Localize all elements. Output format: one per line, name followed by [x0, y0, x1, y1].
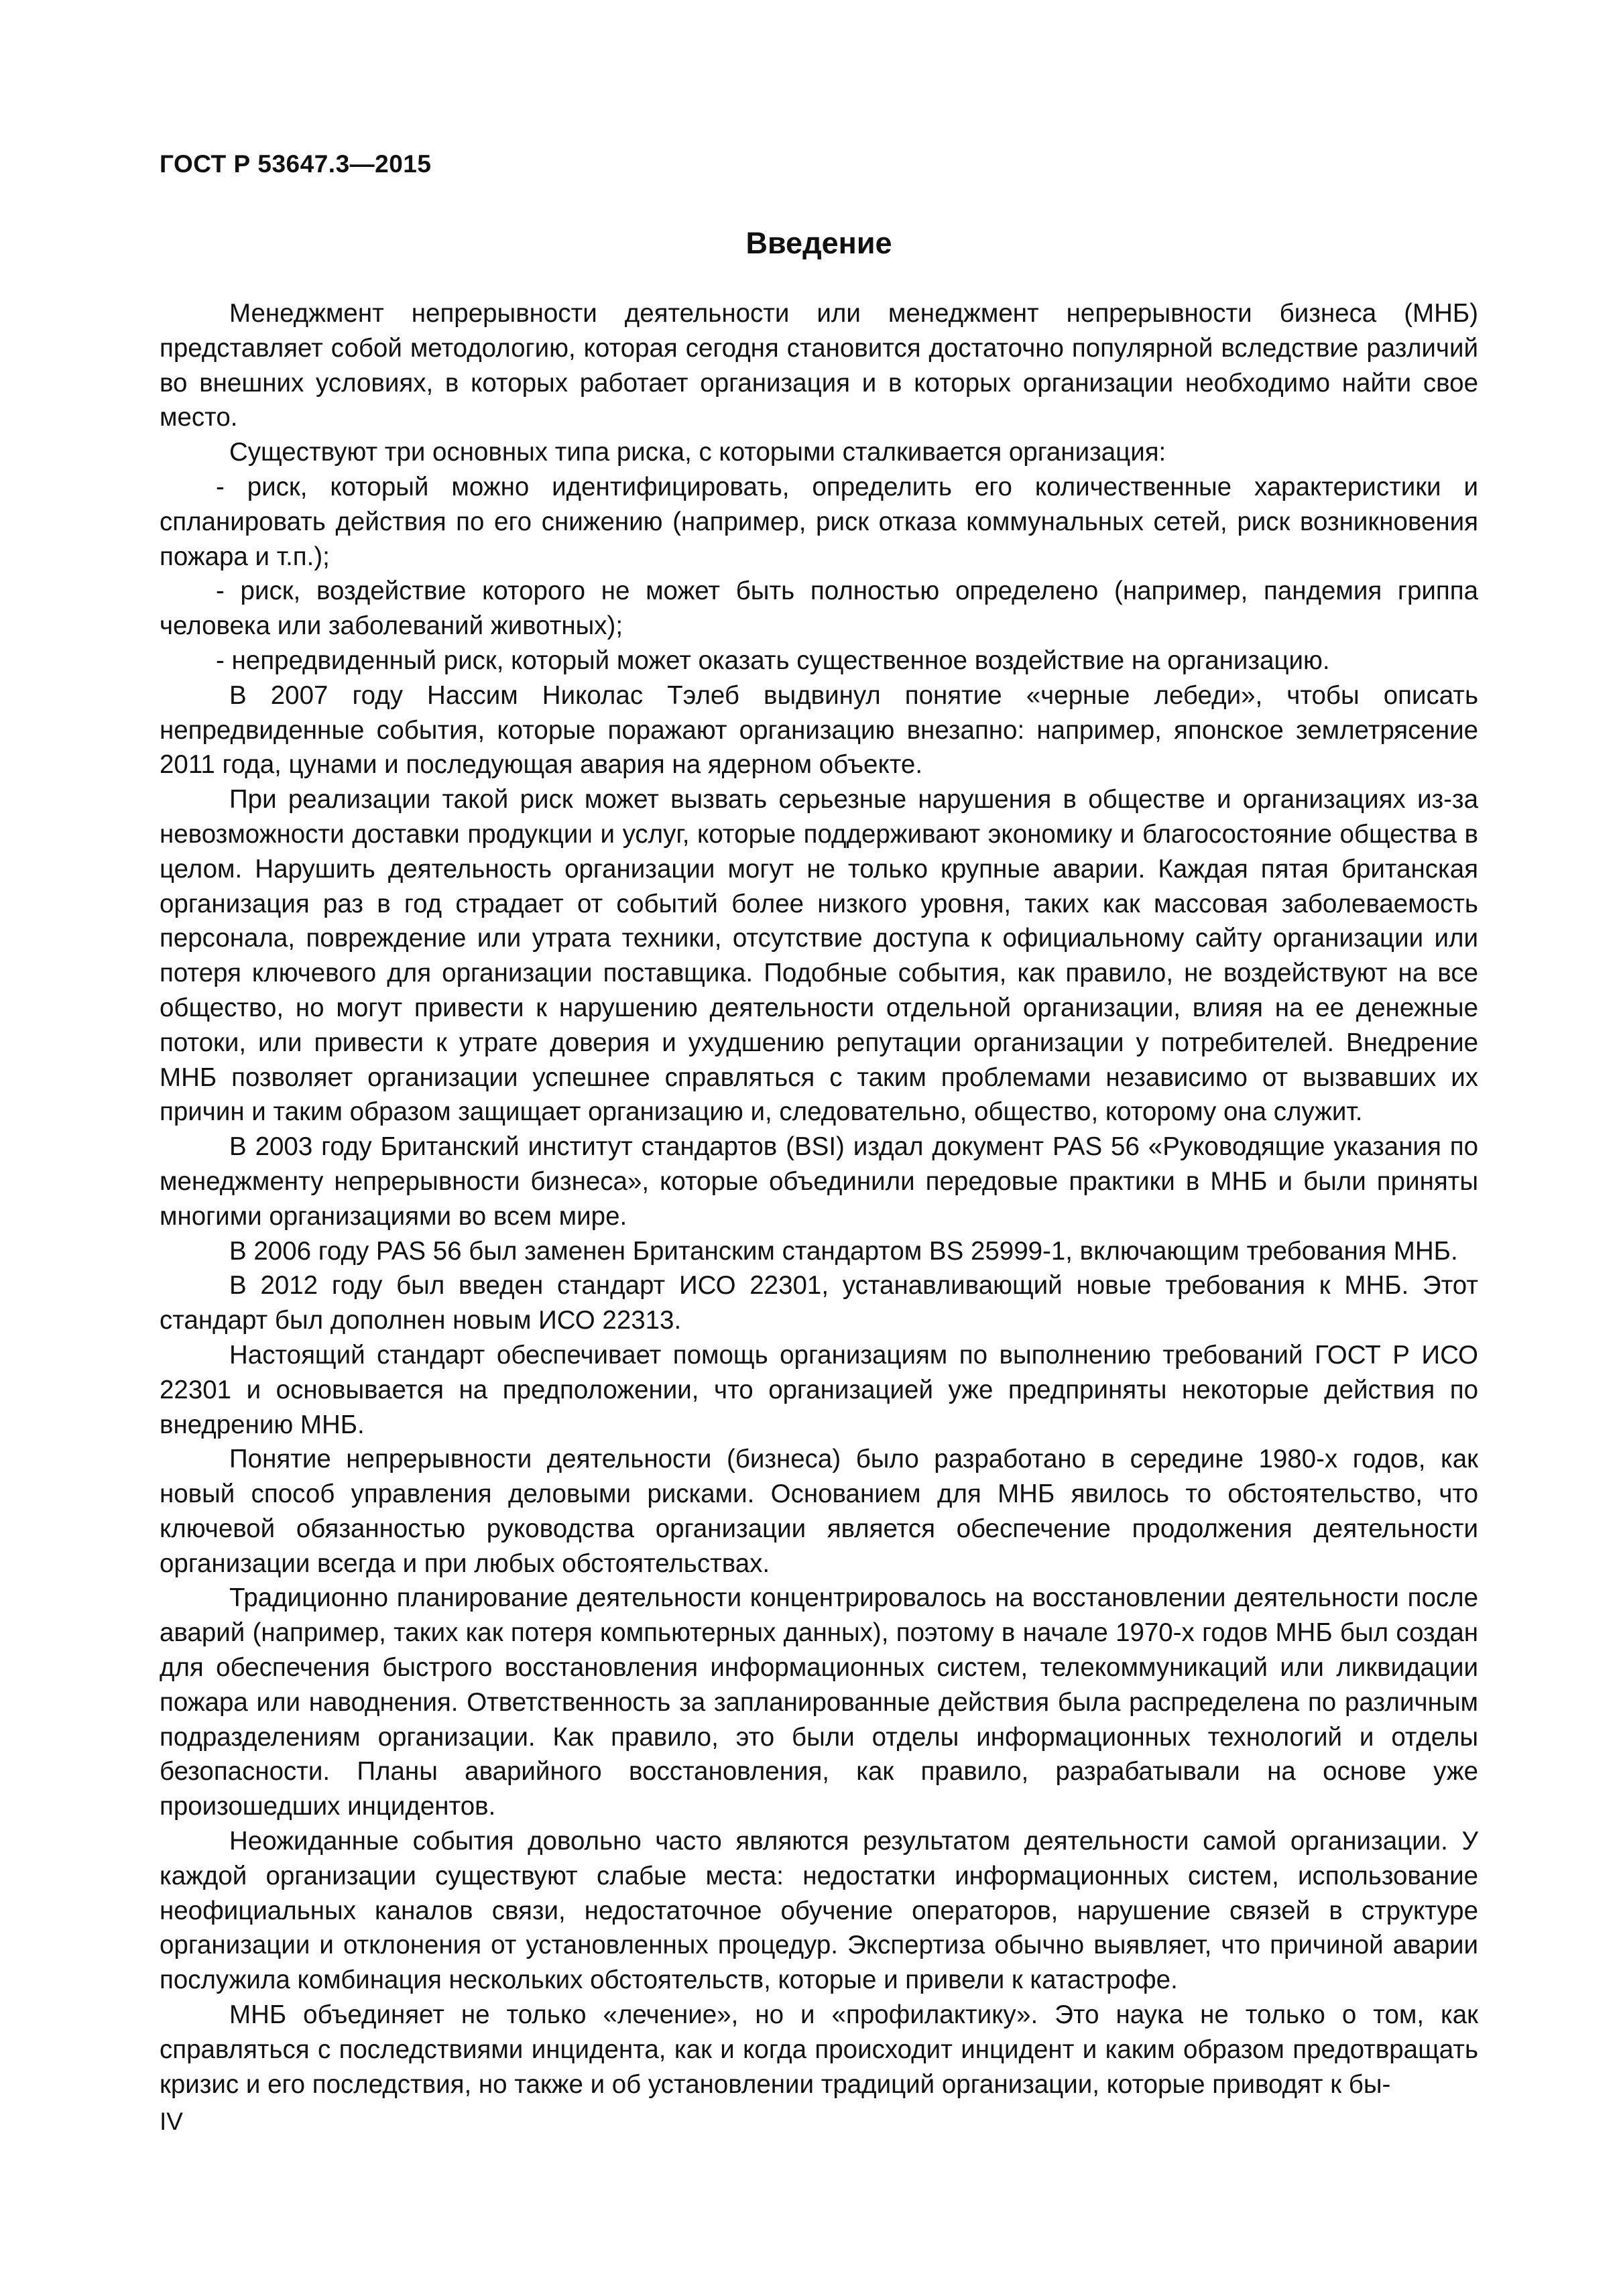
section-title: Введение — [745, 226, 892, 260]
paragraph: МНБ объединяет не только «лечение», но и «профилактику». Это наука не только о том, как справляться с последствиями инцидента, как и когда происходит инцидент и каким образом предотвращать кризис и его последствия, но также и об установлении традиций организации, которые приводят к бы- — [160, 2000, 1478, 2099]
paragraph: Неожиданные события довольно часто являются результатом деятельности самой организации. У каждой организации существуют слабые места: недостатки информационных систем, использование неофициальных каналов связи, недостаточное обучение операторов, нарушение связей в структуре организации и отклонения от установленных процедур. Экспертиза обычно выявляет, что причиной аварии послужила комбинация нескольких обстоятельств, которые и привели к катастрофе. — [160, 1827, 1478, 1995]
paragraph: Настоящий стандарт обеспечивает помощь организациям по выполнению требований ГОСТ Р ИСО 22301 и основывается на предположении, что организацией уже предприняты некоторые действия по внедрению МНБ. — [160, 1340, 1478, 1439]
paragraph: В 2007 году Нассим Николас Тэлеб выдвинул понятие «черные лебеди», чтобы описать непредвиденные события, которые поражают организацию внезапно: например, японское землетрясение 2011 года, цунами и последующая авария на ядерном объекте. — [160, 680, 1478, 780]
paragraph: Менеджмент непрерывности деятельности или менеджмент непрерывности бизнеса (МНБ) представляет собой методологию, которая сегодня становится достаточно популярной вследствие различий во внешних условиях, в которых работает организация и в которых организации необходимо найти свое место. — [160, 299, 1478, 432]
document-code: ГОСТ Р 53647.3—2015 — [160, 150, 432, 178]
list-item: - риск, который можно идентифицировать, определить его количественные характеристики и спланировать действия по его снижению (например, риск отказа коммунальных сетей, риск возникновения пожара и т.п.); — [160, 472, 1478, 571]
page-number: IV — [160, 2108, 183, 2135]
introduction-text — [160, 296, 1478, 2102]
paragraph: При реализации такой риск может вызвать серьезные нарушения в обществе и организациях из-за невозможности доставки продукции и услуг, которые поддерживают экономику и благосостояние общества в целом. Нарушить деятельность организации могут не только крупные аварии. Каждая пятая британская организация раз в год страдает от событий более низкого уровня, таких как массовая заболеваемость персонала, повреждение или утрата техники, отсутствие доступа к официальному сайту организации или потеря ключевого для организации поставщика. Подобные события, как правило, не воздействуют на все общество, но могут привести к нарушению деятельности отдельной организации, влияя на ее денежные потоки, или привести к утрате доверия и ухудшению репутации организации у потребителей. Внедрение МНБ позволяет организации успешнее справляться с таким проблемами независимо от вызвавших их причин и таким образом защищает организацию и, следовательно, общество, которому она служит. — [160, 785, 1478, 1127]
paragraph: Традиционно планирование деятельности концентрировалось на восстановлении деятельности после аварий (например, таких как потеря компьютерных данных), поэтому в начале 1970-х годов МНБ был создан для обеспечения быстрого восстановления информационных систем, телекоммуникаций или ликвидации пожара или наводнения. Ответственность за запланированные действия была распределена по различным подразделениям организации. Как правило, это были отделы информационных технологий и отделы безопасности. Планы аварийного восстановления, как правило, разрабатывали на основе уже произошедших инцидентов. — [160, 1583, 1478, 1821]
list-item: - непредвиденный риск, который может оказать существенное воздействие на организацию. — [216, 646, 1330, 675]
paragraph: Понятие непрерывности деятельности (бизнеса) было разработано в середине 1980-х годов, как новый способ управления деловыми рисками. Основанием для МНБ явилось то обстоятельство, что ключевой обязанностью руководства организации является обеспечение продолжения деятельности организации всегда и при любых обстоятельствах. — [160, 1445, 1478, 1578]
paragraph: Существуют три основных типа риска, с которыми сталкивается организация: — [229, 438, 1166, 467]
paragraph: В 2003 году Британский институт стандартов (BSI) издал документ PAS 56 «Руководящие указания по менеджменту непрерывности бизнеса», которые объединили передовые практики в МНБ и были приняты многими организациями во всем мире. — [160, 1132, 1478, 1231]
paragraph: В 2006 году PAS 56 был заменен Британским стандартом BS 25999-1, включающим требования МНБ. — [229, 1236, 1458, 1266]
paragraph: В 2012 году был введен стандарт ИСО 22301, устанавливающий новые требования к МНБ. Этот стандарт был дополнен новым ИСО 22313. — [160, 1271, 1478, 1335]
list-item: - риск, воздействие которого не может быть полностью определено (например, пандемия гриппа человека или заболеваний животных); — [160, 577, 1478, 641]
